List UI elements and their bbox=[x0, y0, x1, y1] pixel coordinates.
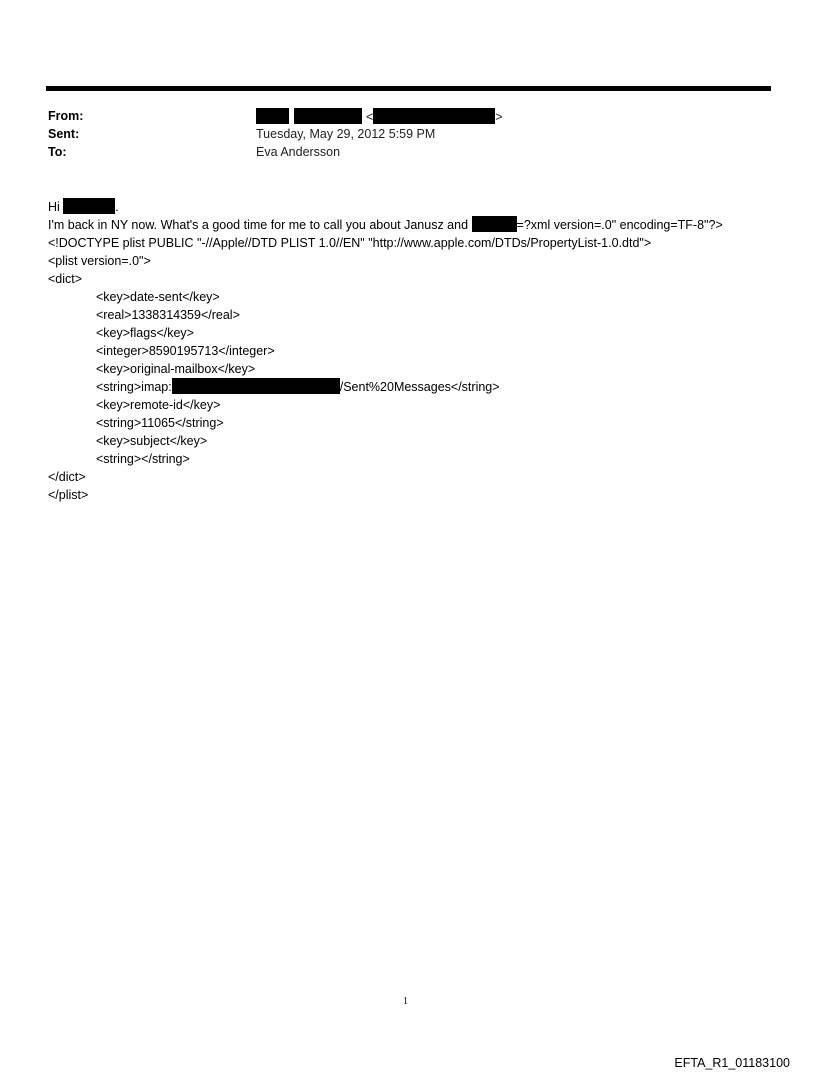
sent-label: Sent: bbox=[48, 127, 80, 141]
redaction-block bbox=[172, 378, 340, 394]
imap-suffix: /Sent%20Messages</string> bbox=[339, 380, 500, 394]
redaction-block bbox=[294, 108, 362, 124]
plist-line: <key>flags</key> bbox=[96, 326, 194, 340]
redaction-block bbox=[373, 108, 495, 124]
plist-line: <key>subject</key> bbox=[96, 434, 208, 448]
message-line bbox=[48, 216, 723, 234]
from-value bbox=[256, 108, 503, 125]
doctype-line: <!DOCTYPE plist PUBLIC "-//Apple//DTD PLIST 1.0//EN" "http://www.apple.com/DTDs/PropertyList-1.0.dtd"> bbox=[48, 236, 652, 250]
sent-value: Tuesday, May 29, 2012 5:59 PM bbox=[256, 127, 436, 141]
plist-open-line: <plist version=.0"> bbox=[48, 254, 151, 268]
greeting-period: . bbox=[115, 200, 119, 214]
dict-close-line: </dict> bbox=[48, 470, 86, 484]
greeting-line bbox=[48, 198, 119, 216]
plist-line: <key>date-sent</key> bbox=[96, 290, 220, 304]
greeting-hi: Hi bbox=[48, 200, 60, 214]
redaction-block bbox=[256, 108, 289, 124]
page-number: 1 bbox=[403, 996, 408, 1007]
from-email-close: > bbox=[495, 110, 503, 124]
plist-line: <real>1338314359</real> bbox=[96, 308, 240, 322]
from-email-open: < bbox=[365, 110, 374, 124]
message-text: I'm back in NY now. What's a good time for me to call you about Janusz and bbox=[48, 218, 469, 232]
redaction-block bbox=[63, 198, 115, 214]
imap-line bbox=[96, 378, 500, 396]
to-label: To: bbox=[48, 145, 67, 159]
imap-prefix: <string>imap: bbox=[96, 380, 172, 394]
plist-close-line: </plist> bbox=[48, 488, 89, 502]
to-value: Eva Andersson bbox=[256, 145, 341, 159]
bates-number: EFTA_R1_01183100 bbox=[674, 1056, 790, 1070]
plist-line: <string></string> bbox=[96, 452, 190, 466]
redaction-block bbox=[472, 216, 517, 232]
xml-declaration: =?xml version=.0" encoding=TF-8"?> bbox=[516, 218, 723, 232]
plist-line: <key>remote-id</key> bbox=[96, 398, 221, 412]
plist-line: <string>11065</string> bbox=[96, 416, 224, 430]
plist-line: <key>original-mailbox</key> bbox=[96, 362, 256, 376]
from-label: From: bbox=[48, 109, 84, 123]
dict-open-line: <dict> bbox=[48, 272, 83, 286]
header-rule bbox=[46, 86, 771, 91]
plist-line: <integer>8590195713</integer> bbox=[96, 344, 275, 358]
